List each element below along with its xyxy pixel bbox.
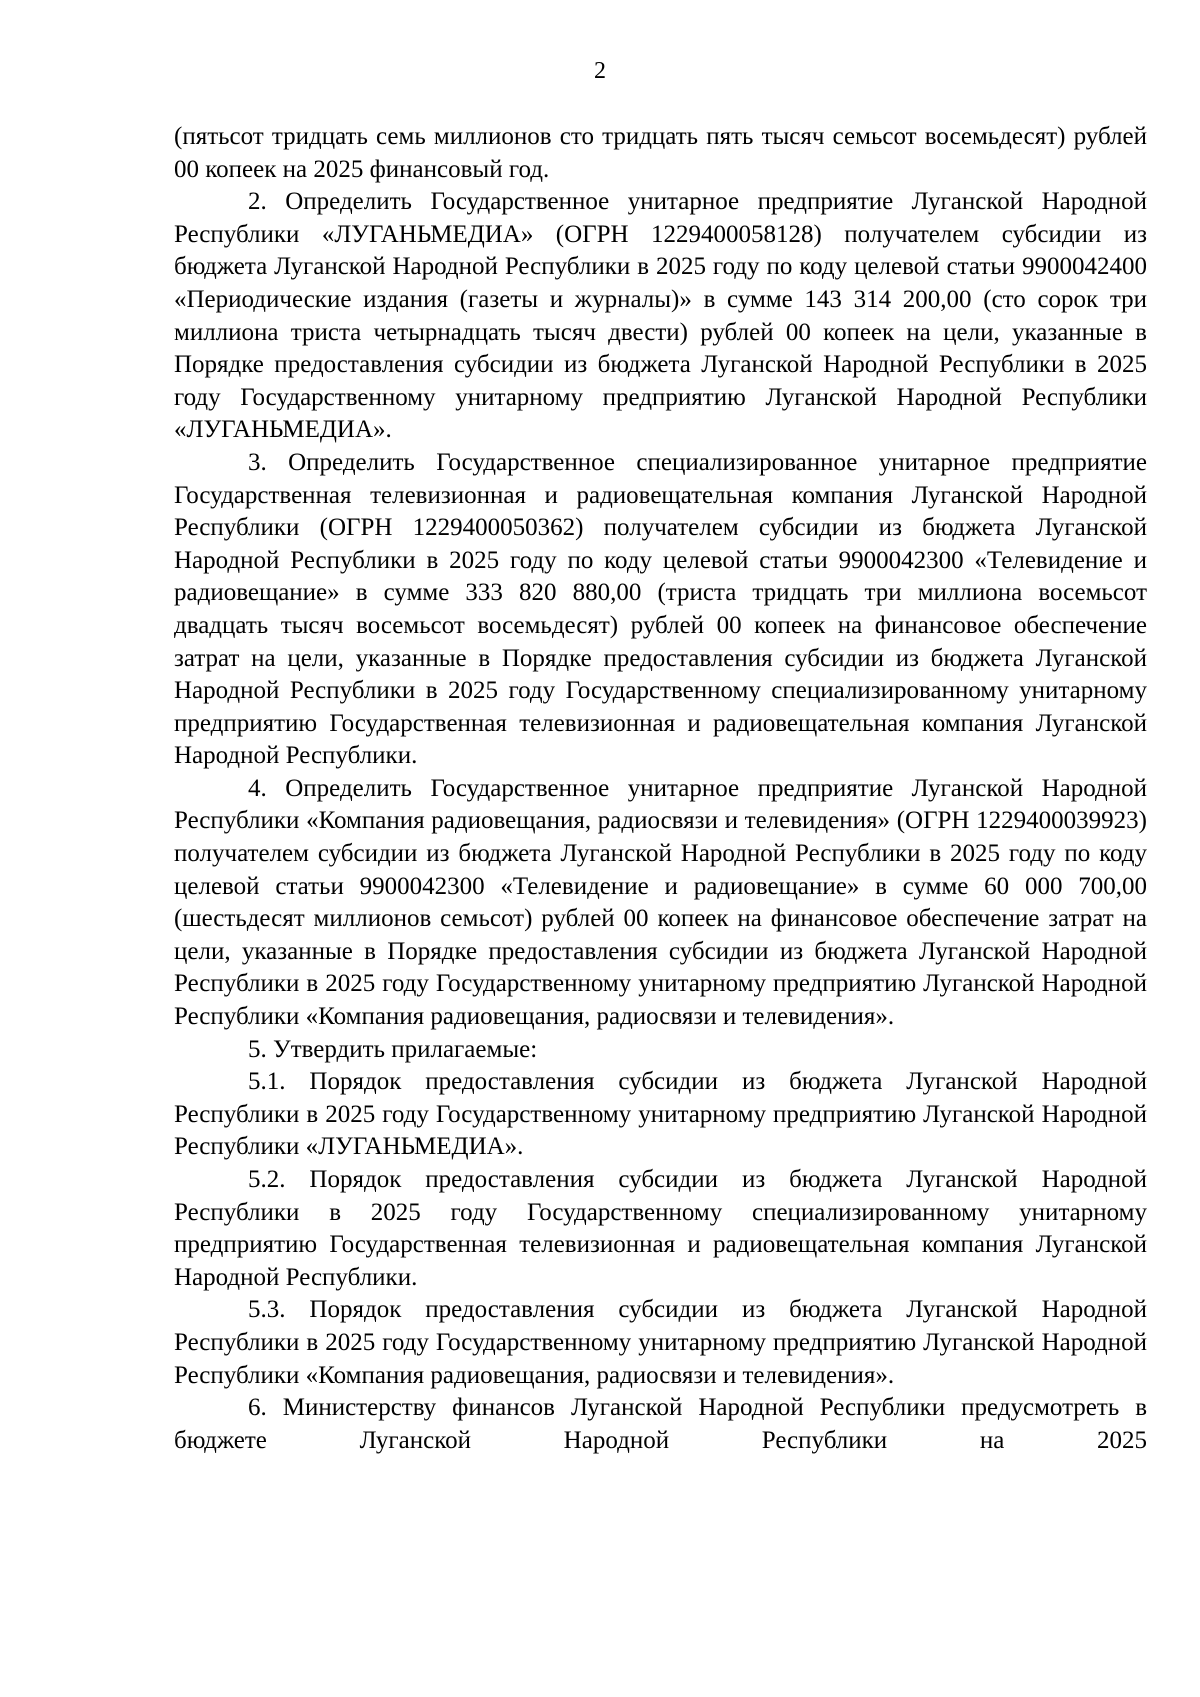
paragraph-item-6: 6. Министерству финансов Луганской Народной Республики предусмотреть в бюджете Луганской Народной Республики на 2025 (174, 1394, 1147, 1454)
paragraph-item-5-2: 5.2. Порядок предоставления субсидии из бюджета Луганской Народной Республики в 2025 году Государственному специализированному унитарному предприятию Государственная телевизионная и радиовещательная компания Луганской Народной Республики. (174, 1166, 1147, 1291)
document-body (174, 121, 1147, 1457)
paragraph-item-5: 5. Утвердить прилагаемые: (248, 1035, 538, 1063)
paragraph-item-3: 3. Определить Государственное специализированное унитарное предприятие Государственная телевизионная и радиовещательная компания Луганской Народной Республики (ОГРН 1229400050362) получателем субсидии из бюджета Луганской Народной Республики в 2025 году по коду целевой статьи 9900042300 «Телевидение и радиовещание» в сумме 333 820 880,00 (триста тридцать три миллиона восемьсот двадцать тысяч восемьсот восемьдесят) рублей 00 копеек на финансовое обеспечение затрат на цели, указанные в Порядке предоставления субсидии из бюджета Луганской Народной Республики в 2025 году Государственному специализированному унитарному предприятию Государственная телевизионная и радиовещательная компания Луганской Народной Республики. (174, 448, 1147, 770)
paragraph-item-5-1: 5.1. Порядок предоставления субсидии из бюджета Луганской Народной Республики в 2025 году Государственному унитарному предприятию Луганской Народной Республики «ЛУГАНЬМЕДИА». (174, 1068, 1147, 1161)
paragraph-item-4: 4. Определить Государственное унитарное предприятие Луганской Народной Республики «Компания радиовещания, радиосвязи и телевидения» (ОГРН 1229400039923) получателем субсидии из бюджета Луганской Народной Республики в 2025 году по коду целевой статьи 9900042300 «Телевидение и радиовещание» в сумме 60 000 700,00 (шестьдесят миллионов семьсот) рублей 00 копеек на финансовое обеспечение затрат на цели, указанные в Порядке предоставления субсидии из бюджета Луганской Народной Республики в 2025 году Государственному унитарному предприятию Луганской Народной Республики «Компания радиовещания, радиосвязи и телевидения». (174, 774, 1147, 1031)
paragraph-continuation: (пятьсот тридцать семь миллионов сто тридцать пять тысяч семьсот восемьдесят) рублей 00 копеек на 2025 финансовый год. (174, 123, 1147, 183)
paragraph-item-5-3: 5.3. Порядок предоставления субсидии из бюджета Луганской Народной Республики в 2025 году Государственному унитарному предприятию Луганской Народной Республики «Компания радиовещания, радиосвязи и телевидения». (174, 1296, 1147, 1389)
page-number: 2 (594, 58, 606, 84)
paragraph-item-2: 2. Определить Государственное унитарное предприятие Луганской Народной Республики «ЛУГАНЬМЕДИА» (ОГРН 1229400058128) получателем субсидии из бюджета Луганской Народной Республики в 2025 году по коду целевой статьи 9900042400 «Периодические издания (газеты и журналы)» в сумме 143 314 200,00 (сто сорок три миллиона триста четырнадцать тысяч двести) рублей 00 копеек на цели, указанные в Порядке предоставления субсидии из бюджета Луганской Народной Республики в 2025 году Государственному унитарному предприятию Луганской Народной Республики «ЛУГАНЬМЕДИА». (174, 188, 1147, 444)
